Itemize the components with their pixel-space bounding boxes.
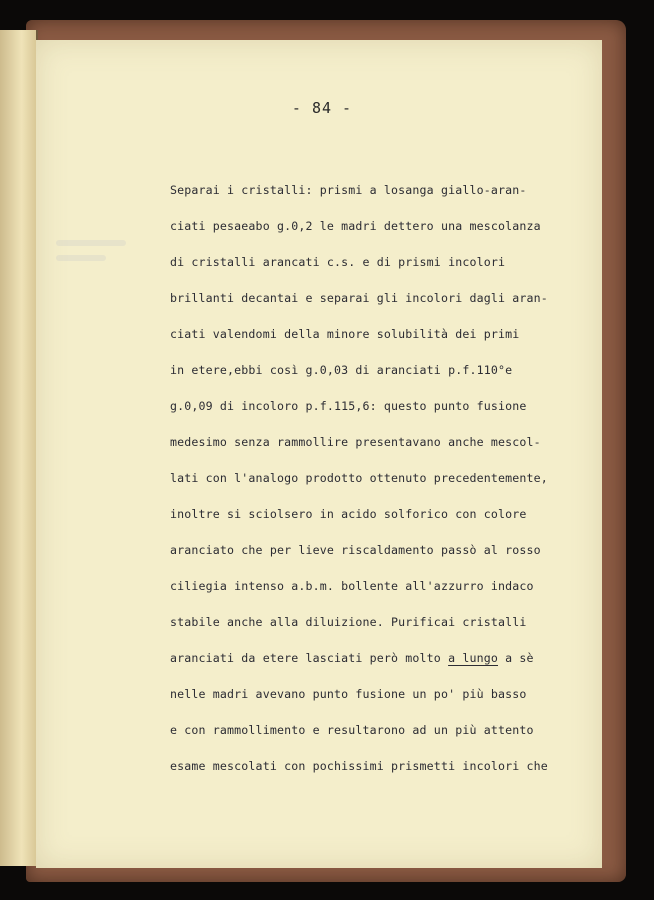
text-line: Separai i cristalli: prismi a losanga giallo-aran- xyxy=(170,183,527,197)
text-line-with-underline xyxy=(170,640,588,676)
page-number: - 84 - xyxy=(291,99,353,117)
text-line: aranciato che per lieve riscaldamento passò al rosso xyxy=(170,543,541,557)
text-line: stabile anche alla diluizione. Purificai cristalli xyxy=(170,615,527,629)
text-line: medesimo senza rammollire presentavano anche mescol- xyxy=(170,435,541,449)
text-line: di cristalli arancati c.s. e di prismi incolori xyxy=(170,255,506,269)
bleed-through-mark xyxy=(56,240,126,246)
text-line: e con rammollimento e resultarono ad un più attento xyxy=(170,723,534,737)
text-line: lati con l'analogo prodotto ottenuto precedentemente, xyxy=(170,471,548,485)
text-segment: a sè xyxy=(498,651,534,665)
text-line: in etere,ebbi così g.0,03 di aranciati p.f.110°e xyxy=(170,363,513,377)
text-line: nelle madri avevano punto fusione un po' più basso xyxy=(170,687,527,701)
document-page xyxy=(36,40,602,868)
text-segment: aranciati da etere lasciati però molto xyxy=(170,651,449,665)
text-line: brillanti decantai e separai gli incolori dagli aran- xyxy=(170,291,548,305)
text-line: ciati valendomi della minore solubilità dei primi xyxy=(170,327,520,341)
underlined-phrase: a lungo xyxy=(448,651,498,665)
text-line: ciati pesaeabo g.0,2 le madri dettero una mescolanza xyxy=(170,219,541,233)
text-line: esame mescolati con pochissimi prismetti incolori che xyxy=(170,759,548,773)
left-page-edge xyxy=(0,30,38,866)
body-text xyxy=(170,172,588,784)
text-line: ciliegia intenso a.b.m. bollente all'azzurro indaco xyxy=(170,579,534,593)
text-line: inoltre si sciolsero in acido solforico con colore xyxy=(170,507,527,521)
bleed-through-mark xyxy=(56,255,106,261)
text-line: g.0,09 di incoloro p.f.115,6: questo punto fusione xyxy=(170,399,527,413)
